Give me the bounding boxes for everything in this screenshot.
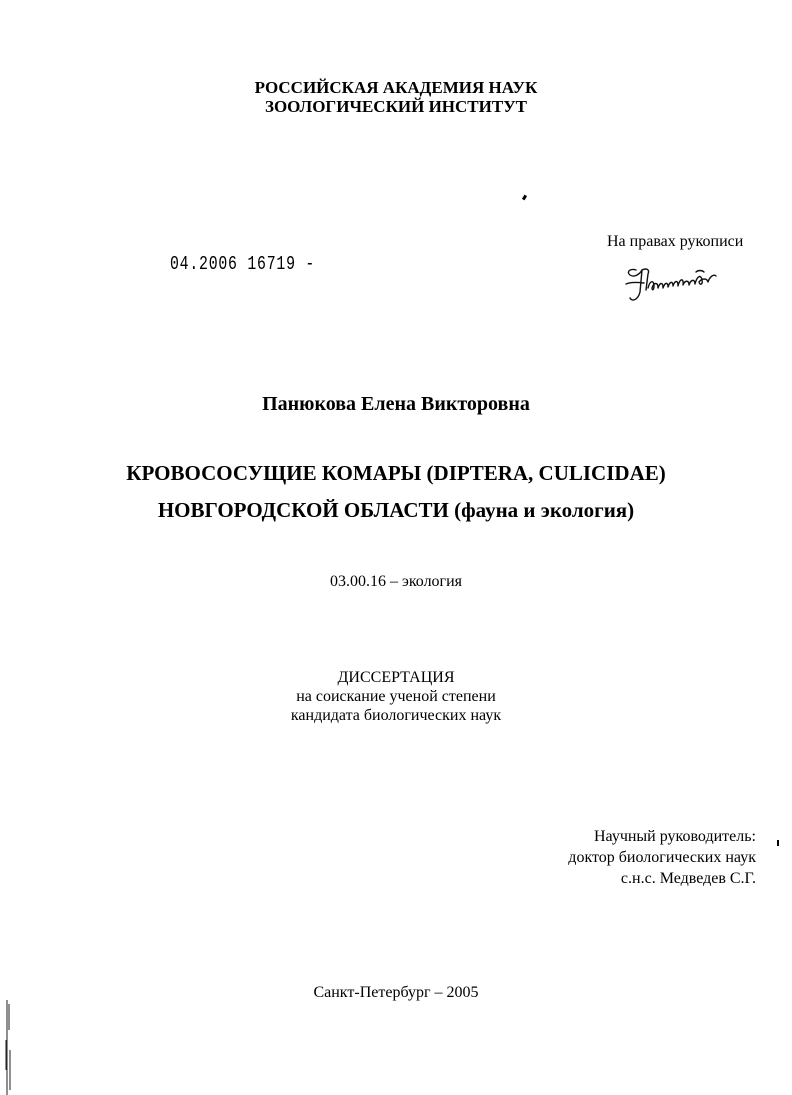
manuscript-rights-note: На правах рукописи [607, 233, 744, 250]
supervisor-block [568, 826, 756, 889]
registry-dash: - [295, 253, 316, 275]
author-name: Панюкова Елена Викторовна [262, 393, 530, 415]
stray-tick [777, 840, 779, 846]
thesis-purpose: на соискание ученой степени [296, 688, 496, 705]
specialty-code: 03.00.16 – экология [329, 573, 463, 590]
thesis-title-line-1: КРОВОСОСУЩИЕ КОМАРЫ (DIPTERA, CULICIDAE) [126, 461, 666, 485]
institute-name: ЗООЛОГИЧЕСКИЙ ИНСТИТУТ [264, 97, 528, 116]
thesis-description [0, 668, 792, 725]
institution-header [0, 78, 792, 116]
registry-number [170, 253, 315, 275]
stray-mark [522, 195, 527, 201]
thesis-degree: кандидата биологических наук [290, 707, 502, 724]
city-year: Санкт-Петербург – 2005 [313, 984, 479, 1001]
thesis-title-line-2: НОВГОРОДСКОЙ ОБЛАСТИ (фауна и экология) [157, 498, 635, 522]
thesis-type: ДИССЕРТАЦИЯ [337, 669, 455, 686]
supervisor-name: с.н.с. Медведев С.Г. [620, 870, 756, 887]
registry-number-text: 04.2006 16719 [170, 253, 296, 275]
scan-edge-artifact [4, 1000, 12, 1095]
supervisor-label: Научный руководитель: [593, 828, 756, 845]
academy-name: РОССИЙСКАЯ АКАДЕМИЯ НАУК [254, 78, 538, 97]
supervisor-degree: доктор биологических наук [568, 849, 756, 866]
author-signature [622, 262, 722, 306]
